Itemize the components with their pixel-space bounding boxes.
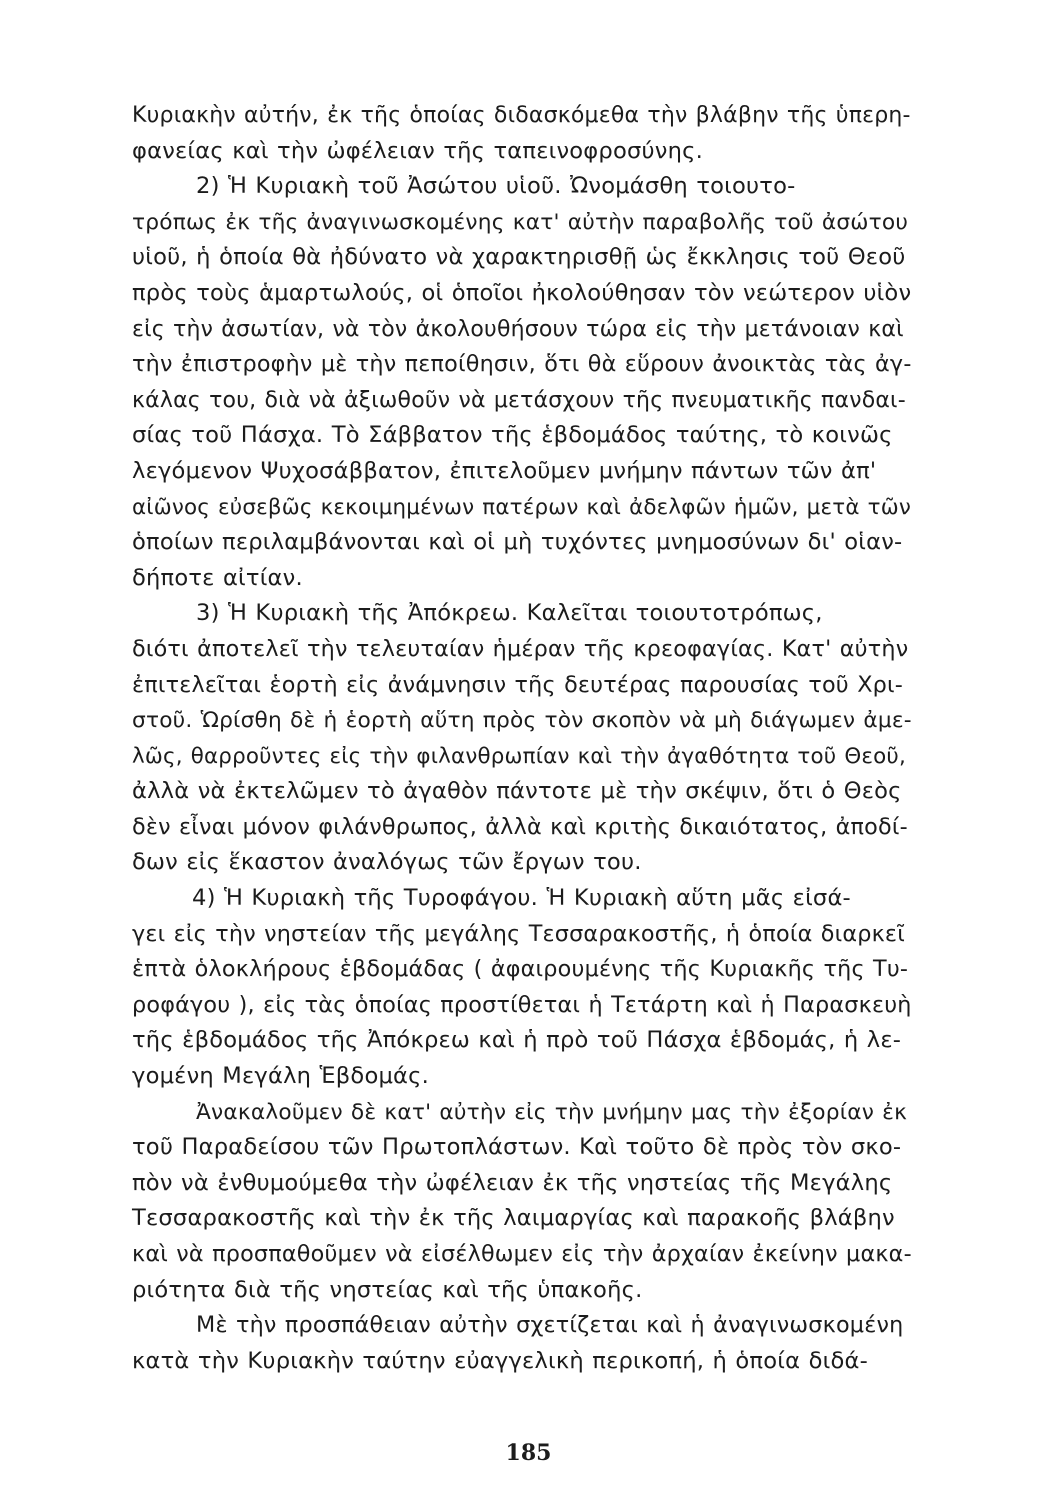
text-line: στοῦ. Ὡρίσθη δὲ ἡ ἑορτὴ αὕτη πρὸς τὸν σκοπὸν νὰ μὴ διάγωμεν ἀμε- [132,708,912,734]
page-number: 185 [505,1440,552,1466]
text-line: κατὰ τὴν Κυριακὴν ταύτην εὐαγγελικὴ περικοπή, ἡ ὁποία διδά- [132,1347,868,1374]
text-line: τοῦ Παραδείσου τῶν Πρωτοπλάστων. Καὶ τοῦτο δὲ πρὸς τὸν σκο- [132,1134,902,1161]
text-line: γει εἰς τὴν νηστείαν τῆς μεγάλης Τεσσαρακοστῆς, ἡ ὁποία διαρκεῖ [132,920,905,947]
text-line: δὲν εἶναι μόνον φιλάνθρωπος, ἀλλὰ καὶ κριτὴς δικαιότατος, ἀποδί- [132,813,908,840]
text-line: φανείας καὶ τὴν ὠφέλειαν τῆς ταπεινοφροσύνης. [132,137,703,164]
text-line: 3) Ἡ Κυριακὴ τῆς Ἀπόκρεω. Καλεῖται τοιουτοτρόπως, [196,600,823,627]
text-line: πὸν νὰ ἐνθυμούμεθα τὴν ὠφέλειαν ἐκ τῆς νηστείας τῆς Μεγάλης [132,1169,893,1196]
text-line: γομένη Μεγάλη Ἑβδομάς. [132,1063,429,1090]
text-line: Κυριακὴν αὐτήν, ἐκ τῆς ὁποίας διδασκόμεθα τὴν βλάβην τῆς ὑπερη- [132,103,911,128]
text-line: Τεσσαρακοστῆς καὶ τὴν ἐκ τῆς λαιμαργίας καὶ παρακοῆς βλάβην [132,1205,895,1232]
text-line: Μὲ τὴν προσπάθειαν αὐτὴν σχετίζεται καὶ ἡ ἀναγινωσκομένη [196,1312,904,1339]
text-line: δων εἰς ἕκαστον ἀναλόγως τῶν ἔργων του. [132,849,642,876]
text-line: τὴν ἐπιστροφὴν μὲ τὴν πεποίθησιν, ὅτι θὰ εὕρουν ἀνοικτὰς τὰς ἀγ- [132,351,912,378]
text-line: τρόπως ἐκ τῆς ἀναγινωσκομένης κατ' αὐτὴν παραβολῆς τοῦ ἀσώτου [132,209,909,235]
text-line: αἰῶνος εὐσεβῶς κεκοιμημένων πατέρων καὶ ἀδελφῶν ἡμῶν, μετὰ τῶν [132,494,911,520]
text-line: κάλας του, διὰ νὰ ἀξιωθοῦν νὰ μετάσχουν τῆς πνευματικῆς πανδαι- [132,387,906,413]
text-line: ἀλλὰ νὰ ἐκτελῶμεν τὸ ἀγαθὸν πάντοτε μὲ τὴν σκέψιν, ὅτι ὁ Θεὸς [132,778,902,805]
text-line: καὶ νὰ προσπαθοῦμεν νὰ εἰσέλθωμεν εἰς τὴν ἀρχαίαν ἐκείνην μακα- [132,1241,912,1267]
text-line: λῶς, θαρροῦντες εἰς τὴν φιλανθρωπίαν καὶ τὴν ἀγαθότητα τοῦ Θεοῦ, [132,743,906,769]
text-line: λεγόμενον Ψυχοσάββατον, ἐπιτελοῦμεν μνήμην πάντων τῶν ἀπ' [132,457,877,484]
text-line: ἐπιτελεῖται ἑορτὴ εἰς ἀνάμνησιν τῆς δευτέρας παρουσίας τοῦ Χρι- [132,671,904,698]
text-line: πρὸς τοὺς ἁμαρτωλούς, οἱ ὁποῖοι ἠκολούθησαν τὸν νεώτερον υἱὸν [132,279,912,306]
text-line: 4) Ἡ Κυριακὴ τῆς Τυροφάγου. Ἡ Κυριακὴ αὕτη μᾶς εἰσά- [192,885,851,912]
text-line: τῆς ἑβδομάδος τῆς Ἀπόκρεω καὶ ἡ πρὸ τοῦ Πάσχα ἑβδομάς, ἡ λε- [132,1027,902,1054]
text-line: ὁποίων περιλαμβάνονται καὶ οἱ μὴ τυχόντες μνημοσύνων δι' οἱαν- [132,529,903,556]
text-line: εἰς τὴν ἀσωτίαν, νὰ τὸν ἀκολουθήσουν τώρα εἰς τὴν μετάνοιαν καὶ [132,316,904,342]
text-line: δήποτε αἰτίαν. [132,564,303,591]
text-line: σίας τοῦ Πάσχα. Τὸ Σάββατον τῆς ἑβδομάδος ταύτης, τὸ κοινῶς [132,422,893,449]
text-line: ροφάγου ), εἰς τὰς ὁποίας προστίθεται ἡ Τετάρτη καὶ ἡ Παρασκευὴ [132,991,912,1018]
body-text [132,98,912,1379]
text-line: Ἀνακαλοῦμεν δὲ κατ' αὐτὴν εἰς τὴν μνήμην μας τὴν ἐξορίαν ἐκ [196,1099,908,1125]
text-line: ἑπτὰ ὁλοκλήρους ἑβδομάδας ( ἀφαιρουμένης τῆς Κυριακῆς τῆς Τυ- [132,956,909,983]
text-line: υἱοῦ, ἡ ὁποία θὰ ἠδύνατο νὰ χαρακτηρισθῇ ὡς ἔκκλησις τοῦ Θεοῦ [132,244,906,271]
text-line: ριότητα διὰ τῆς νηστείας καὶ τῆς ὑπακοῆς. [132,1276,643,1303]
text-line: 2) Ἡ Κυριακὴ τοῦ Ἀσώτου υἱοῦ. Ὠνομάσθη τοιουτο- [196,173,796,200]
text-line: διότι ἀποτελεῖ τὴν τελευταίαν ἡμέραν τῆς κρεοφαγίας. Κατ' αὐτὴν [132,635,909,662]
